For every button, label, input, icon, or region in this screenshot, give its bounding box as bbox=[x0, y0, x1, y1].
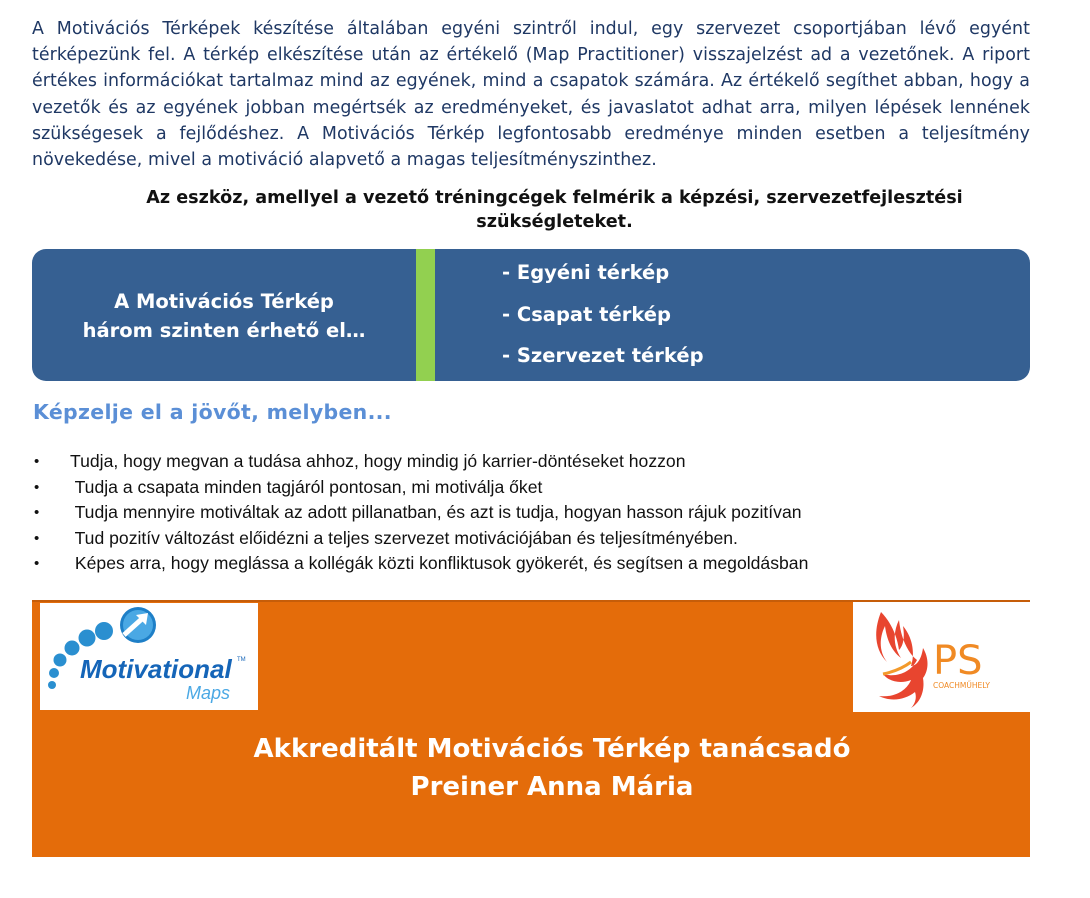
list-item bbox=[34, 551, 808, 577]
subtitle-line-2: szükségleteket. bbox=[476, 212, 633, 232]
consultant-credit bbox=[32, 730, 1072, 806]
banner-level-item: - Szervezet térkép bbox=[502, 344, 704, 367]
benefits-list bbox=[34, 449, 808, 577]
list-item-text: Tudja, hogy megvan a tudása ahhoz, hogy mindig jó karrier-döntéseket hozzon bbox=[70, 451, 686, 471]
banner-left-panel bbox=[32, 249, 416, 381]
banner-level-item: - Egyéni térkép bbox=[502, 261, 670, 284]
section-heading: Képzelje el a jövőt, melyben... bbox=[33, 400, 392, 424]
intro-paragraph: A Motivációs Térképek készítése általában egyéni szintről indul, egy szervezet csoportjában lévő egyént térképezünk fel. A térkép elkészítése után az értékelő (Map Practitioner) visszajelzést ad a vezetőnek. A riport értékes információkat tartalmaz mind az egyének, mind a csapatok számára. Az értékelő segíthet abban, hogy a vezetők és az egyének jobban megértsék az eredményeket, és javaslatot adhat arra, milyen lépések lennének szükségesek a fejlődéshez. A Motivációs Térkép legfontosabb eredménye minden esetben a teljesítmény növekedése, mivel a motiváció alapvető a magas teljesítményszinthez. bbox=[32, 19, 1030, 171]
list-item bbox=[34, 526, 808, 552]
logo-right-text-1: PS bbox=[933, 638, 983, 684]
logo-left-tm: TM bbox=[237, 657, 246, 663]
bullet-marker: • bbox=[34, 478, 40, 496]
logo-left-text-2: Maps bbox=[186, 683, 231, 703]
banner-left-line-1: A Motivációs Térkép bbox=[114, 290, 334, 313]
list-item bbox=[34, 500, 808, 526]
list-item-text: Tud pozitív változást előidézni a teljes szervezet motivációjában és teljesítményében. bbox=[70, 527, 738, 548]
bullet-marker: • bbox=[34, 453, 40, 470]
logo-left-text-1: Motivational bbox=[80, 654, 232, 684]
subtitle-line-1: Az eszköz, amellyel a vezető tréningcégek felmérik a képzési, szervezetfejlesztési bbox=[146, 188, 963, 208]
list-item-text: Képes arra, hogy meglássa a kollégák közti konfliktusok gyökerét, és segítsen a megoldásban bbox=[70, 553, 809, 573]
motivational-maps-logo-art bbox=[40, 603, 258, 710]
consultant-title: Akkreditált Motivációs Térkép tanácsadó bbox=[253, 734, 851, 764]
motivational-maps-logo bbox=[40, 603, 258, 710]
bullet-marker: • bbox=[34, 555, 40, 572]
list-item bbox=[34, 449, 808, 475]
footer-banner bbox=[32, 600, 1030, 857]
bullet-marker: • bbox=[34, 504, 40, 521]
bullet-marker: • bbox=[34, 529, 40, 547]
list-item-text: Tudja a csapata minden tagjáról pontosan, mi motiválja őket bbox=[70, 476, 543, 497]
subtitle bbox=[32, 186, 1077, 234]
banner-green-divider bbox=[416, 249, 435, 381]
banner-level-item: - Csapat térkép bbox=[502, 302, 671, 326]
list-item bbox=[34, 475, 808, 501]
ps-coachmuhely-logo-art bbox=[853, 602, 1030, 712]
banner-levels-list bbox=[502, 257, 704, 381]
levels-banner bbox=[32, 249, 1030, 381]
logo-right-text-2: COACHMŰHELY bbox=[933, 681, 990, 690]
banner-left-line-2: három szinten érhető el… bbox=[82, 319, 366, 342]
consultant-name: Preiner Anna Mária bbox=[410, 772, 694, 802]
ps-coachmuhely-logo bbox=[853, 602, 1030, 712]
list-item-text: Tudja mennyire motiváltak az adott pillanatban, és azt is tudja, hogyan hasson rájuk pozitívan bbox=[70, 502, 802, 522]
